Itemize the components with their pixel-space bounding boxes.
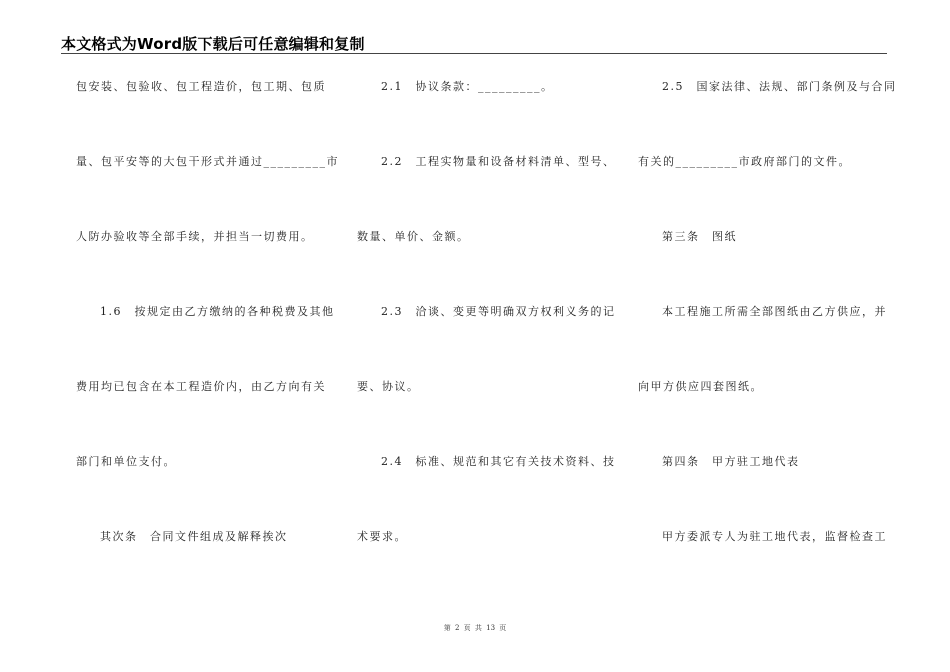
section-heading: 第三条 图纸 [662,230,737,243]
text-line: 包安装、包验收、包工程造价，包工期、包质 [76,80,326,93]
footer-suffix: 页 [499,624,507,632]
text-line: 有关的_________市政府部门的文件。 [638,155,851,168]
text-column-2 [357,0,616,600]
page-footer [0,623,950,633]
text-line: 2.3 洽谈、变更等明确双方权利义务的记 [381,305,616,318]
footer-prefix: 第 [443,624,451,632]
footer-total-pages: 13 [486,624,496,632]
section-heading: 其次条 合同文件组成及解释挨次 [100,530,288,543]
footer-current-page: 2 [454,624,460,632]
text-line: 数量、单价、金额。 [357,230,470,243]
footer-total-word: 共 [474,624,482,632]
text-line: 术要求。 [357,530,407,543]
text-line: 2.4 标准、规范和其它有关技术资料、技 [381,455,616,468]
text-line: 1.6 按规定由乙方缴纳的各种税费及其他 [100,305,335,318]
text-column-3 [638,0,897,600]
text-line: 2.1 协议条款：_________。 [381,80,554,93]
header-title: 本文格式为Word版下载后可任意编辑和复制 [61,35,365,53]
footer-page-word: 页 [463,624,471,632]
section-heading: 第四条 甲方驻工地代表 [662,455,800,468]
text-line: 2.5 国家法律、法规、部门条例及与合同 [662,80,897,93]
text-column-1 [76,0,339,600]
text-line: 本工程施工所需全部图纸由乙方供应，并 [662,305,887,318]
text-line: 量、包平安等的大包干形式并通过_________市 [76,155,339,168]
text-line: 费用均已包含在本工程造价内，由乙方向有关 [76,380,326,393]
text-line: 人防办验收等全部手续，并担当一切费用。 [76,230,314,243]
text-line: 甲方委派专人为驻工地代表，监督检查工 [662,530,887,543]
text-line: 部门和单位支付。 [76,455,176,468]
text-line: 2.2 工程实物量和设备材料清单、型号、 [381,155,616,168]
text-line: 要、协议。 [357,380,420,393]
text-line: 向甲方供应四套图纸。 [638,380,763,393]
